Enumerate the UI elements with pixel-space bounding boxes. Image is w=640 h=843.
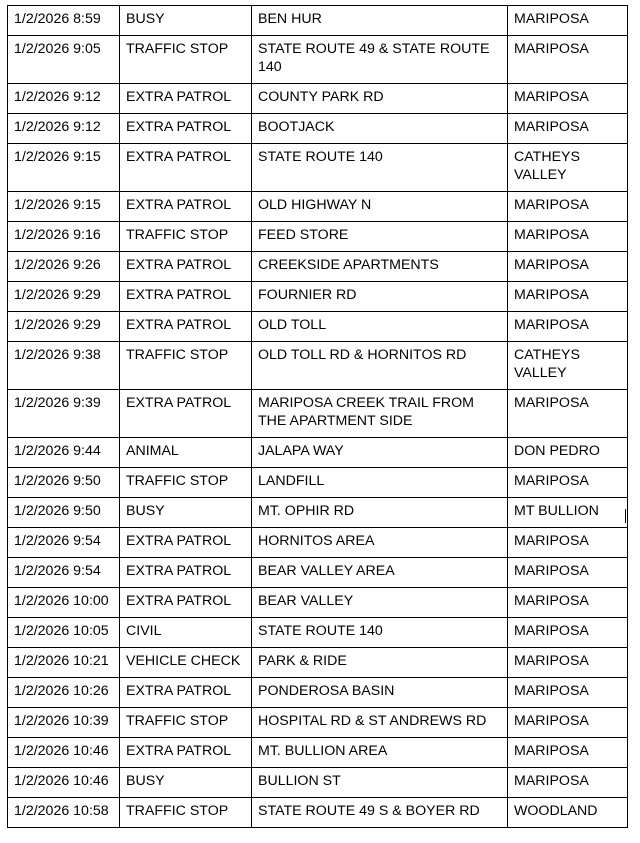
datetime-cell: 1/2/2026 9:12	[8, 84, 120, 114]
datetime-cell: 1/2/2026 9:16	[8, 222, 120, 252]
call-type-cell: EXTRA PATROL	[120, 678, 252, 708]
city-cell: MARIPOSA	[508, 618, 628, 648]
call-type-cell: EXTRA PATROL	[120, 312, 252, 342]
call-type-cell: TRAFFIC STOP	[120, 222, 252, 252]
table-row	[8, 708, 628, 738]
location-cell: BEAR VALLEY AREA	[252, 558, 508, 588]
location-cell: COUNTY PARK RD	[252, 84, 508, 114]
datetime-cell: 1/2/2026 9:26	[8, 252, 120, 282]
city-cell: MARIPOSA	[508, 222, 628, 252]
table-row	[8, 498, 628, 528]
location-cell: STATE ROUTE 49 S & BOYER RD	[252, 798, 508, 828]
call-type-cell: EXTRA PATROL	[120, 528, 252, 558]
location-cell: HOSPITAL RD & ST ANDREWS RD	[252, 708, 508, 738]
datetime-cell: 1/2/2026 9:50	[8, 468, 120, 498]
call-type-cell: VEHICLE CHECK	[120, 648, 252, 678]
table-row	[8, 768, 628, 798]
location-cell: PONDEROSA BASIN	[252, 678, 508, 708]
city-cell: MARIPOSA	[508, 648, 628, 678]
call-type-cell: EXTRA PATROL	[120, 738, 252, 768]
datetime-cell: 1/2/2026 10:58	[8, 798, 120, 828]
table-row	[8, 282, 628, 312]
datetime-cell: 1/2/2026 10:26	[8, 678, 120, 708]
call-log-table	[7, 5, 628, 828]
call-type-cell: TRAFFIC STOP	[120, 468, 252, 498]
table-row	[8, 468, 628, 498]
table-row	[8, 798, 628, 828]
table-row	[8, 528, 628, 558]
table-row	[8, 588, 628, 618]
datetime-cell: 1/2/2026 9:54	[8, 528, 120, 558]
location-cell: STATE ROUTE 49 & STATE ROUTE 140	[252, 36, 508, 84]
city-cell: MARIPOSA	[508, 252, 628, 282]
call-type-cell: TRAFFIC STOP	[120, 798, 252, 828]
table-row	[8, 6, 628, 36]
table-row	[8, 738, 628, 768]
call-type-cell: EXTRA PATROL	[120, 192, 252, 222]
datetime-cell: 1/2/2026 10:21	[8, 648, 120, 678]
datetime-cell: 1/2/2026 9:12	[8, 114, 120, 144]
location-cell: BEAR VALLEY	[252, 588, 508, 618]
datetime-cell: 1/2/2026 9:15	[8, 144, 120, 192]
city-cell: MARIPOSA	[508, 84, 628, 114]
table-row	[8, 648, 628, 678]
city-cell: MARIPOSA	[508, 192, 628, 222]
location-cell: OLD TOLL	[252, 312, 508, 342]
call-type-cell: TRAFFIC STOP	[120, 36, 252, 84]
city-cell: MARIPOSA	[508, 114, 628, 144]
city-cell: MARIPOSA	[508, 390, 628, 438]
datetime-cell: 1/2/2026 9:05	[8, 36, 120, 84]
datetime-cell: 1/2/2026 9:38	[8, 342, 120, 390]
call-type-cell: EXTRA PATROL	[120, 390, 252, 438]
call-log-body	[8, 6, 628, 828]
location-cell: BEN HUR	[252, 6, 508, 36]
location-cell: OLD TOLL RD & HORNITOS RD	[252, 342, 508, 390]
city-cell: MARIPOSA	[508, 468, 628, 498]
datetime-cell: 1/2/2026 9:15	[8, 192, 120, 222]
table-row	[8, 390, 628, 438]
city-cell: MARIPOSA	[508, 312, 628, 342]
location-cell: OLD HIGHWAY N	[252, 192, 508, 222]
location-cell: MT. OPHIR RD	[252, 498, 508, 528]
call-type-cell: TRAFFIC STOP	[120, 342, 252, 390]
datetime-cell: 1/2/2026 8:59	[8, 6, 120, 36]
city-cell: WOODLAND	[508, 798, 628, 828]
city-cell: CATHEYS VALLEY	[508, 342, 628, 390]
location-cell: FEED STORE	[252, 222, 508, 252]
call-type-cell: ANIMAL	[120, 438, 252, 468]
location-cell: MARIPOSA CREEK TRAIL FROM THE APARTMENT SIDE	[252, 390, 508, 438]
table-row	[8, 252, 628, 282]
city-cell: MARIPOSA	[508, 558, 628, 588]
city-cell: MARIPOSA	[508, 528, 628, 558]
table-row	[8, 84, 628, 114]
call-type-cell: EXTRA PATROL	[120, 588, 252, 618]
city-cell: MARIPOSA	[508, 678, 628, 708]
call-type-cell: EXTRA PATROL	[120, 84, 252, 114]
city-cell: MARIPOSA	[508, 738, 628, 768]
table-row	[8, 618, 628, 648]
table-row	[8, 438, 628, 468]
table-row	[8, 192, 628, 222]
location-cell: HORNITOS AREA	[252, 528, 508, 558]
datetime-cell: 1/2/2026 9:50	[8, 498, 120, 528]
city-cell: MARIPOSA	[508, 708, 628, 738]
location-cell: STATE ROUTE 140	[252, 144, 508, 192]
datetime-cell: 1/2/2026 10:00	[8, 588, 120, 618]
call-type-cell: EXTRA PATROL	[120, 558, 252, 588]
call-type-cell: BUSY	[120, 768, 252, 798]
call-type-cell: CIVIL	[120, 618, 252, 648]
table-row	[8, 678, 628, 708]
location-cell: FOURNIER RD	[252, 282, 508, 312]
city-cell: MARIPOSA	[508, 282, 628, 312]
call-type-cell: EXTRA PATROL	[120, 114, 252, 144]
city-cell: MARIPOSA	[508, 36, 628, 84]
datetime-cell: 1/2/2026 9:39	[8, 390, 120, 438]
datetime-cell: 1/2/2026 10:39	[8, 708, 120, 738]
call-type-cell: TRAFFIC STOP	[120, 708, 252, 738]
table-row	[8, 222, 628, 252]
datetime-cell: 1/2/2026 9:44	[8, 438, 120, 468]
location-cell: BOOTJACK	[252, 114, 508, 144]
city-cell: MT BULLION	[508, 498, 628, 528]
datetime-cell: 1/2/2026 10:46	[8, 738, 120, 768]
location-cell: CREEKSIDE APARTMENTS	[252, 252, 508, 282]
call-type-cell: BUSY	[120, 498, 252, 528]
call-type-cell: EXTRA PATROL	[120, 252, 252, 282]
city-cell: DON PEDRO	[508, 438, 628, 468]
call-type-cell: EXTRA PATROL	[120, 144, 252, 192]
city-cell: CATHEYS VALLEY	[508, 144, 628, 192]
call-type-cell: BUSY	[120, 6, 252, 36]
datetime-cell: 1/2/2026 9:29	[8, 282, 120, 312]
datetime-cell: 1/2/2026 9:54	[8, 558, 120, 588]
location-cell: MT. BULLION AREA	[252, 738, 508, 768]
table-row	[8, 114, 628, 144]
table-row	[8, 342, 628, 390]
table-row	[8, 558, 628, 588]
datetime-cell: 1/2/2026 10:46	[8, 768, 120, 798]
location-cell: PARK & RIDE	[252, 648, 508, 678]
call-type-cell: EXTRA PATROL	[120, 282, 252, 312]
table-row	[8, 312, 628, 342]
cell-edge-mark	[625, 509, 626, 523]
location-cell: BULLION ST	[252, 768, 508, 798]
table-row	[8, 144, 628, 192]
location-cell: STATE ROUTE 140	[252, 618, 508, 648]
city-cell: MARIPOSA	[508, 768, 628, 798]
city-cell: MARIPOSA	[508, 6, 628, 36]
city-cell: MARIPOSA	[508, 588, 628, 618]
table-row	[8, 36, 628, 84]
datetime-cell: 1/2/2026 10:05	[8, 618, 120, 648]
datetime-cell: 1/2/2026 9:29	[8, 312, 120, 342]
location-cell: LANDFILL	[252, 468, 508, 498]
location-cell: JALAPA WAY	[252, 438, 508, 468]
